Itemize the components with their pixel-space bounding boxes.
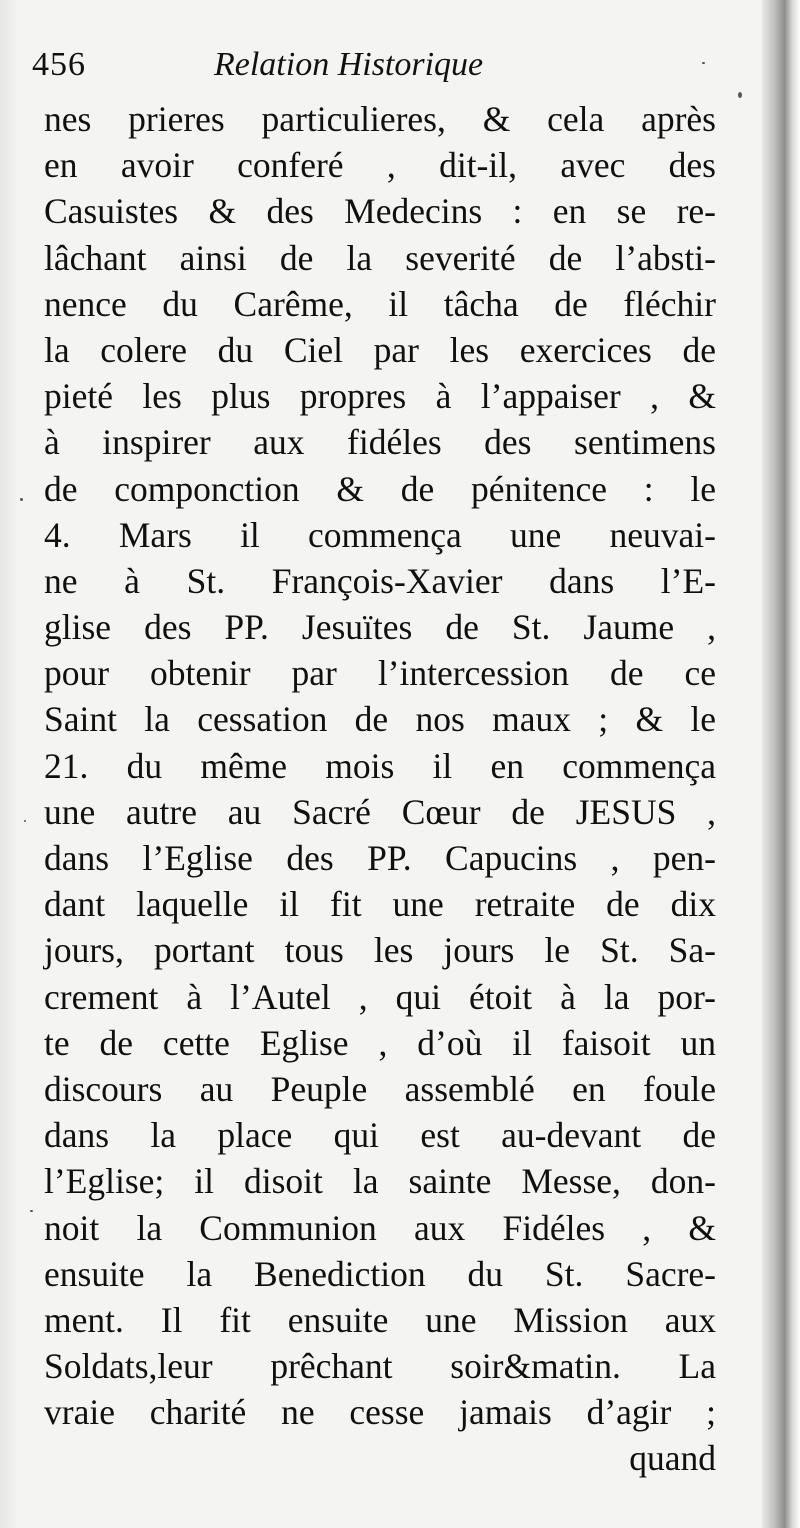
paper-speck <box>20 498 23 501</box>
body-text <box>44 96 716 1482</box>
text-line: 4. Mars il commença une neuvai- <box>44 514 716 555</box>
text-line: en avoir conferé , dit-il, avec des <box>44 145 716 186</box>
text-line: Soldats,leur prêchant soir&matin. La <box>44 1346 716 1387</box>
text-line: lâchant ainsi de la severité de l’absti- <box>44 237 716 278</box>
text-line: Casuistes & des Medecins : en se re- <box>44 191 716 232</box>
text-line: te de cette Eglise , d’où il faisoit un <box>44 1022 716 1063</box>
text-line: la colere du Ciel par les exercices de <box>44 329 716 370</box>
text-line: 21. du même mois il en commença <box>44 745 716 786</box>
text-line: nes prieres particulieres, & cela après <box>44 99 716 139</box>
text-line: l’Eglise; il disoit la sainte Messe, don- <box>44 1161 716 1202</box>
page-edge <box>762 0 800 1528</box>
text-line: glise des PP. Jesuïtes de St. Jaume , <box>44 607 716 648</box>
paper-speck <box>24 820 26 822</box>
catchword: quand <box>629 1438 716 1479</box>
paper-speck <box>702 62 705 64</box>
text-line: une autre au Sacré Cœur de JESUS , <box>44 791 716 832</box>
text-line: pour obtenir par l’intercession de ce <box>44 653 716 694</box>
text-line: à inspirer aux fidéles des sentimens <box>44 422 716 463</box>
gutter-shadow <box>0 0 18 1528</box>
text-line: ment. Il fit ensuite une Mission aux <box>44 1299 716 1340</box>
text-line: dans la place qui est au-devant de <box>44 1115 716 1156</box>
text-line: crement à l’Autel , qui étoit à la por- <box>44 976 716 1017</box>
text-line: pieté les plus propres à l’appaiser , & <box>44 376 716 417</box>
text-line: noit la Communion aux Fidéles , & <box>44 1207 716 1248</box>
text-line: vraie charité ne cesse jamais d’agir ; <box>44 1392 716 1433</box>
text-line: Saint la cessation de nos maux ; & le <box>44 699 716 740</box>
text-line: dans l’Eglise des PP. Capucins , pen- <box>44 838 716 878</box>
paper-speck <box>738 92 742 98</box>
page-number: 456 <box>32 46 86 83</box>
text-line: nence du Carême, il tâcha de fléchir <box>44 283 716 324</box>
text-line: dant laquelle il fit une retraite de dix <box>44 884 716 925</box>
text-line: ensuite la Benediction du St. Sacre- <box>44 1253 716 1294</box>
text-line: discours au Peuple assemblé en foule <box>44 1068 716 1109</box>
running-head: Relation Historique <box>214 46 484 83</box>
page-header <box>32 46 732 96</box>
text-line: jours, portant tous les jours le St. Sa- <box>44 930 716 971</box>
text-line: ne à St. François-Xavier dans l’E- <box>44 560 716 601</box>
paper-speck <box>30 1210 33 1212</box>
text-line: de componction & de pénitence : le <box>44 468 716 509</box>
